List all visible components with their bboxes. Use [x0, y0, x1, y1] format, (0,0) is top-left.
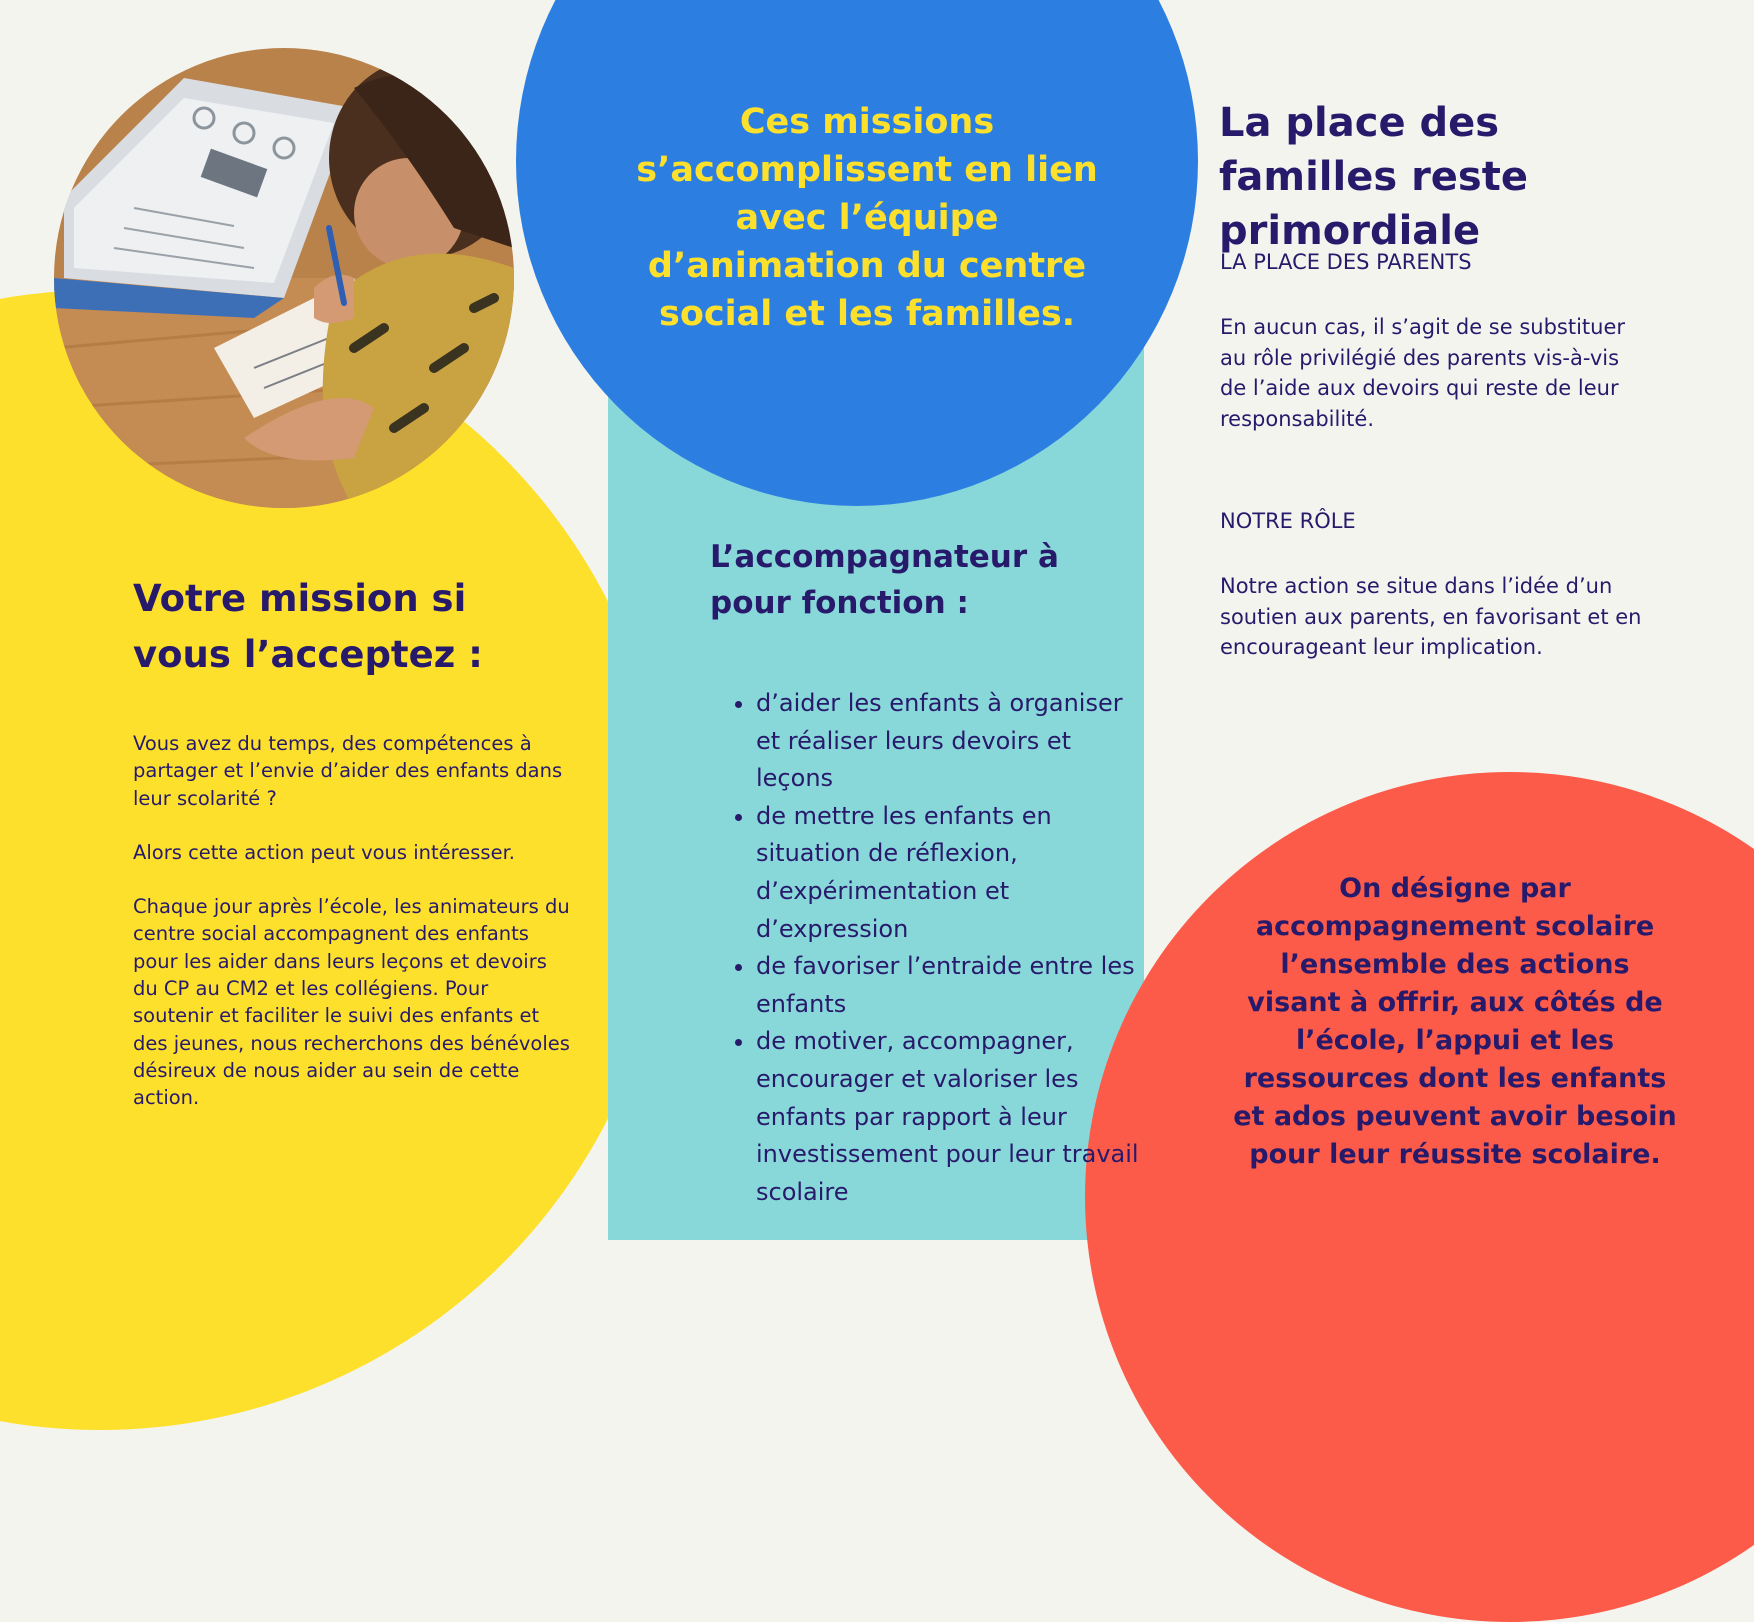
parents-heading: LA PLACE DES PARENTS — [1220, 250, 1472, 274]
mission-paragraph: Vous avez du temps, des compétences à partager et l’envie d’aider des enfants dans leur scolarité ? — [133, 732, 563, 810]
mission-body — [133, 730, 573, 1139]
list-item: • de motiver, accompagner, encourager et valoriser les enfants par rapport à leur investissement pour leur travail scolaire — [756, 1023, 1146, 1211]
fonction-title: L’accompagnateur à pour fonction : — [710, 539, 1059, 621]
fonction-list — [712, 685, 1146, 1211]
families-title: La place des familles reste primordiale — [1219, 100, 1528, 254]
red-circle-quote: On désigne par accompagnement scolaire l’ensemble des actions visant à offrir, aux côtés de l’école, l’appui et les ressources dont les enfants et ados peuvent avoir besoin pour leur réussite scolaire. — [1233, 873, 1677, 1170]
role-text: Notre action se situe dans l’idée d’un soutien aux parents, en favorisant et en encourageant leur implication. — [1220, 574, 1642, 659]
mission-title: Votre mission si vous l’acceptez : — [133, 577, 483, 676]
list-item: • de favoriser l’entraide entre les enfants — [756, 948, 1146, 1023]
blue-circle-quote: Ces missions s’accomplissent en lien avec l’équipe d’animation du centre social et les familles. — [636, 102, 1098, 334]
role-heading: NOTRE RÔLE — [1220, 509, 1356, 533]
list-item: • d’aider les enfants à organiser et réaliser leurs devoirs et leçons — [756, 685, 1146, 798]
child-homework-photo — [54, 48, 514, 508]
mission-paragraph: Chaque jour après l’école, les animateurs du centre social accompagnent des enfants pour les aider dans leurs leçons et devoirs du CP au CM2 et les collégiens. Pour soutenir et faciliter le suivi des enfants et des jeunes, nous recherchons des bénévoles désireux de nous aider au sein de cette action. — [133, 895, 570, 1110]
parents-text: En aucun cas, il s’agit de se substituer au rôle privilégié des parents vis-à-vis de l’aide aux devoirs qui reste de leur responsabilité. — [1220, 315, 1626, 431]
mission-paragraph: Alors cette action peut vous intéresser. — [133, 840, 516, 864]
list-item: • de mettre les enfants en situation de réflexion, d’expérimentation et d’expression — [756, 798, 1146, 948]
